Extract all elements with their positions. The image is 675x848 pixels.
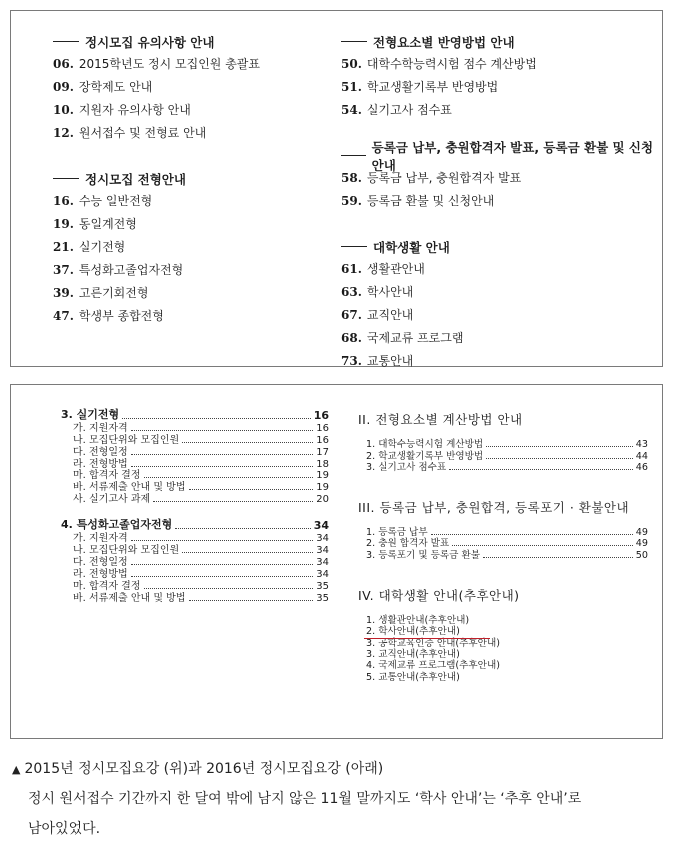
leader-dots xyxy=(182,442,313,443)
toc-entry xyxy=(61,592,329,604)
top-toc-right-column xyxy=(341,31,661,372)
toc-entry xyxy=(341,280,661,303)
heading-dash xyxy=(341,155,366,156)
toc-entry xyxy=(53,121,323,144)
heading-dash xyxy=(53,178,79,179)
toc-entry-label: 실기전형 xyxy=(78,240,126,254)
toc-page-number: 49 xyxy=(635,527,648,539)
section-gap xyxy=(358,473,648,497)
toc-entry-label: 3. 공학교육인증 안내(추후안내) xyxy=(366,637,500,649)
bottom-toc-right-column xyxy=(358,409,648,683)
toc-entry xyxy=(341,75,661,98)
toc-page-number: 09. xyxy=(53,79,74,94)
toc-page-number: 50 xyxy=(635,549,648,561)
toc-entry-label: 2. 학교생활기록부 반영방법 xyxy=(366,450,484,462)
toc-entry-label: 동일계전형 xyxy=(78,217,137,231)
leader-dots xyxy=(131,454,314,455)
toc-page-number: 17 xyxy=(316,446,329,458)
toc-page-number: 44 xyxy=(635,450,648,462)
toc-entry-label: 2. 충원 합격자 발표 xyxy=(366,538,450,550)
toc-section-heading xyxy=(341,236,661,257)
toc-entry-label: 1. 생활관안내(추후안내) xyxy=(366,615,470,627)
toc-page-number: 16 xyxy=(316,434,329,446)
toc-page-number: 49 xyxy=(635,538,648,550)
toc-entry xyxy=(341,189,661,212)
toc-entry-label: 1. 등록금 납부 xyxy=(366,527,428,539)
leader-dots xyxy=(486,458,633,459)
toc-page-number: 20 xyxy=(316,494,329,506)
toc-entry-label: 특성화고졸업자전형 xyxy=(78,263,184,277)
toc-entry-label: 원서접수 및 전형료 안내 xyxy=(78,126,207,140)
toc-entry-label: 생활관안내 xyxy=(366,262,425,276)
toc-page-number: 10. xyxy=(53,102,74,117)
leader-dots xyxy=(449,469,633,470)
toc-page-number: 35 xyxy=(316,592,329,604)
bottom-toc-left-column xyxy=(61,409,329,604)
toc-entry-label: 지원자 유의사항 안내 xyxy=(78,103,191,117)
toc-page-number: 43 xyxy=(635,439,648,451)
toc-page-number: 63. xyxy=(341,284,362,299)
toc-page-number: 34 xyxy=(316,545,329,557)
triangle-up-icon: ▲ xyxy=(12,763,21,776)
toc-entry-label: 나. 모집단위와 모집인원 xyxy=(73,434,180,446)
toc-section-heading xyxy=(341,31,661,52)
bottom-toc-panel xyxy=(10,384,663,739)
leader-dots xyxy=(175,528,310,529)
section-gap xyxy=(341,212,661,236)
toc-entry-label: 바. 서류제출 안내 및 방법 xyxy=(73,592,186,604)
toc-section-heading xyxy=(53,31,323,52)
toc-page-number: 67. xyxy=(341,307,362,322)
heading-dash xyxy=(341,41,367,42)
toc-entry xyxy=(341,326,661,349)
top-toc-left-column xyxy=(53,31,323,327)
toc-entry-label: 3. 교직안내(추후안내) xyxy=(366,648,460,660)
leader-dots xyxy=(189,489,314,490)
toc-entry-label: 학사안내 xyxy=(366,285,414,299)
heading-dash xyxy=(341,246,367,247)
toc-entry-label: 라. 전형방법 xyxy=(73,568,128,580)
toc-part-heading: IV. 대학생활 안내(추후안내) xyxy=(358,587,520,603)
toc-entry-label: 4. 국제교류 프로그램(추후안내) xyxy=(366,660,500,672)
toc-part-heading: III. 등록금 납부, 충원합격, 등록포기 · 환불안내 xyxy=(358,499,630,515)
toc-entry-label: 바. 서류제출 안내 및 방법 xyxy=(73,482,186,494)
toc-entry-label: 실기고사 점수표 xyxy=(366,103,452,117)
toc-entry-label: 2015학년도 정시 모집인원 총괄표 xyxy=(78,57,260,71)
toc-page-number: 34 xyxy=(316,556,329,568)
toc-entry-label: 라. 전형방법 xyxy=(73,458,128,470)
leader-dots xyxy=(122,418,311,419)
toc-page-number: 39. xyxy=(53,285,74,300)
heading-text: 대학생활 안내 xyxy=(373,239,450,255)
highlight-underline xyxy=(364,638,490,639)
toc-entry-label: 학생부 종합전형 xyxy=(78,309,164,323)
toc-page-number: 34 xyxy=(316,533,329,545)
toc-entry xyxy=(53,189,323,212)
caption-line-3: 남아있었다. xyxy=(28,821,101,837)
toc-entry xyxy=(358,549,648,560)
toc-page-number: 59. xyxy=(341,193,362,208)
leader-dots xyxy=(131,564,314,565)
toc-entry xyxy=(53,281,323,304)
toc-entry-label: 2. 학사안내(추후안내) xyxy=(366,626,460,638)
chapter-page: 16 xyxy=(313,409,329,422)
section-gap xyxy=(53,144,323,168)
chapter-title: 4. 특성화고졸업자전형 xyxy=(61,518,173,532)
toc-entry-label: 등록금 납부, 충원합격자 발표 xyxy=(366,171,522,185)
toc-page-number: 58. xyxy=(341,170,362,185)
leader-dots xyxy=(131,576,314,577)
heading-text: 등록금 납부, 충원합격자 발표, 등록금 환불 및 신청안내 xyxy=(371,139,654,173)
toc-entry-label: 다. 전형일정 xyxy=(73,446,128,458)
leader-dots xyxy=(431,534,633,535)
toc-page-number: 68. xyxy=(341,330,362,345)
toc-entry-label: 마. 합격자 결정 xyxy=(73,580,141,592)
toc-page-number: 37. xyxy=(53,262,74,277)
toc-entry xyxy=(341,52,661,75)
leader-dots xyxy=(182,552,313,553)
leader-dots xyxy=(131,466,314,467)
toc-entry-label: 다. 전형일정 xyxy=(73,556,128,568)
chapter-title: 3. 실기전형 xyxy=(61,408,120,421)
toc-entry xyxy=(61,493,329,505)
section-gap xyxy=(358,561,648,585)
toc-page-number: 19 xyxy=(316,470,329,482)
toc-page-number: 61. xyxy=(341,261,362,276)
toc-entry-label: 3. 등록포기 및 등록금 환불 xyxy=(366,549,481,561)
toc-entry xyxy=(53,212,323,235)
toc-entry xyxy=(341,349,661,372)
toc-entry-label: 가. 지원자격 xyxy=(73,422,128,434)
toc-entry-label: 나. 모집단위와 모집인원 xyxy=(73,545,180,557)
leader-dots xyxy=(153,501,313,502)
toc-entry-label: 5. 교통안내(추후안내) xyxy=(366,671,460,683)
heading-text: 전형요소별 반영방법 안내 xyxy=(373,34,515,50)
chapter-page: 34 xyxy=(313,519,329,533)
toc-page-number: 50. xyxy=(341,56,362,71)
toc-page-number: 47. xyxy=(53,308,74,323)
leader-dots xyxy=(486,446,633,447)
top-toc-panel xyxy=(10,10,663,367)
toc-entry xyxy=(53,52,323,75)
toc-entry xyxy=(53,75,323,98)
toc-entry-label: 고른기회전형 xyxy=(78,286,149,300)
toc-page-number: 46 xyxy=(635,461,648,473)
toc-page-number: 51. xyxy=(341,79,362,94)
toc-entry xyxy=(341,257,661,280)
toc-entry xyxy=(53,304,323,327)
toc-page-number: 16. xyxy=(53,193,74,208)
toc-entry-label: 교직안내 xyxy=(366,308,414,322)
toc-page-number: 12. xyxy=(53,125,74,140)
toc-entry-label: 3. 실기고사 점수표 xyxy=(366,461,447,473)
toc-entry xyxy=(358,671,648,682)
toc-page-number: 18 xyxy=(316,458,329,470)
toc-section-heading xyxy=(341,139,661,173)
caption-line-1: ▲ 2015년 정시모집요강 (위)과 2016년 정시모집요강 (아래) xyxy=(12,761,384,777)
toc-entry-label: 국제교류 프로그램 xyxy=(366,331,464,345)
toc-entry xyxy=(53,258,323,281)
leader-dots xyxy=(483,557,633,558)
toc-entry-label: 등록금 환불 및 신청안내 xyxy=(366,194,495,208)
heading-text: 정시모집 전형안내 xyxy=(85,171,186,187)
toc-page-number: 06. xyxy=(53,56,74,71)
toc-page-number: 19. xyxy=(53,216,74,231)
toc-entry xyxy=(53,235,323,258)
toc-entry xyxy=(358,462,648,473)
toc-entry-label: 마. 합격자 결정 xyxy=(73,470,141,482)
toc-entry-label: 교통안내 xyxy=(366,354,414,368)
toc-page-number: 19 xyxy=(316,482,329,494)
toc-entry-label: 학교생활기록부 반영방법 xyxy=(366,80,499,94)
toc-entry xyxy=(341,303,661,326)
toc-entry xyxy=(53,98,323,121)
toc-entry xyxy=(341,98,661,121)
toc-page-number: 35 xyxy=(316,580,329,592)
toc-page-number: 54. xyxy=(341,102,362,117)
caption-line-2: 정시 원서접수 기간까지 한 달여 밖에 남지 않은 11월 말까지도 ‘학사 안내’는 ‘추후 안내’로 xyxy=(28,791,582,807)
toc-entry-label: 1. 대학수능력시험 계산방법 xyxy=(366,439,484,451)
toc-entry-label: 대학수학능력시험 점수 계산방법 xyxy=(366,57,537,71)
toc-entry-label: 사. 실기고사 과제 xyxy=(73,494,151,506)
toc-page-number: 73. xyxy=(341,353,362,368)
toc-entry-label: 수능 일반전형 xyxy=(78,194,153,208)
toc-section-heading xyxy=(53,168,323,189)
toc-part-heading: II. 전형요소별 계산방법 안내 xyxy=(358,412,523,427)
heading-text: 정시모집 유의사항 안내 xyxy=(85,34,215,50)
toc-entry-label: 가. 지원자격 xyxy=(73,533,128,545)
leader-dots xyxy=(189,600,314,601)
toc-page-number: 34 xyxy=(316,568,329,580)
toc-page-number: 16 xyxy=(316,422,329,434)
toc-entry-label: 장학제도 안내 xyxy=(78,80,153,94)
toc-page-number: 21. xyxy=(53,239,74,254)
heading-dash xyxy=(53,41,79,42)
